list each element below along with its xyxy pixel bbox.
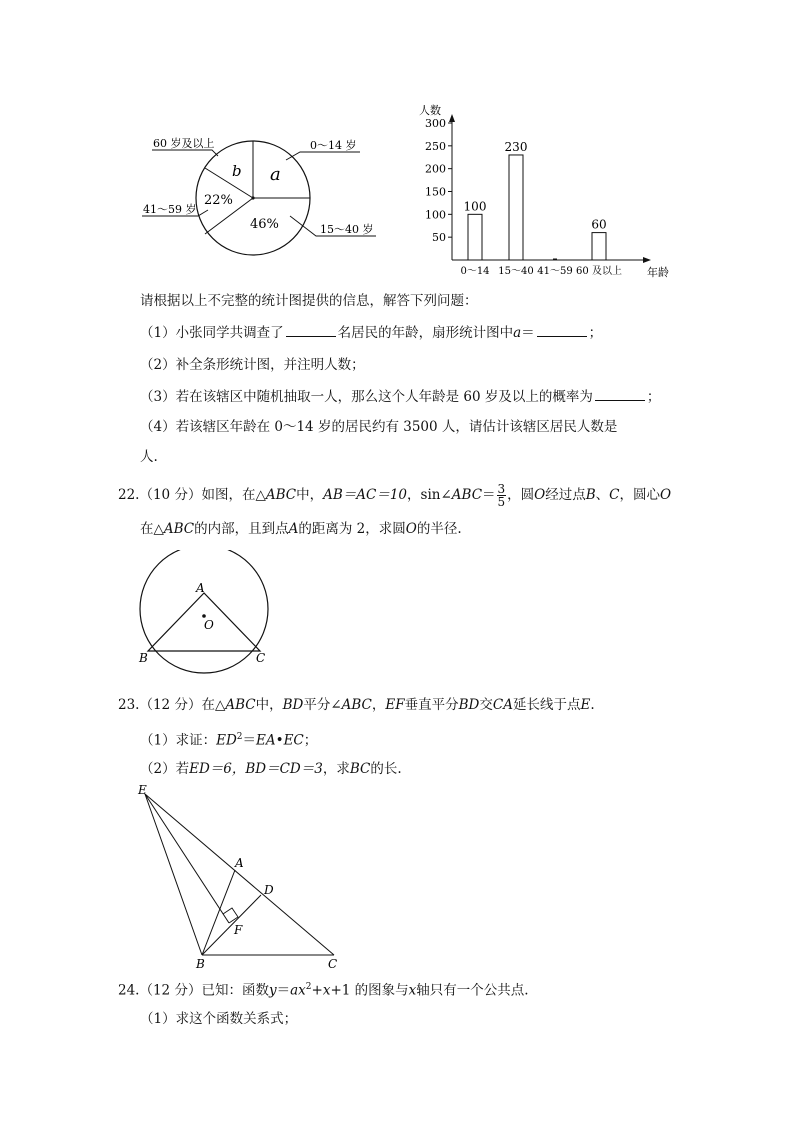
q22-c: C (609, 487, 620, 503)
q23-bd: BD (282, 697, 304, 713)
q22-number: 22.（10 分）如图，在△ (118, 487, 266, 503)
pie-slice-a: a (270, 164, 281, 185)
q24-fn-y: y (268, 982, 277, 999)
bar-data-label-1: 230 (504, 139, 528, 154)
q22-label-a: A (196, 581, 205, 595)
q22-mid1: 中， (296, 487, 324, 503)
bar-ytick-label-250: 250 (425, 139, 446, 153)
bar-ytick-label-50: 50 (432, 231, 446, 245)
q23-label-f: F (234, 923, 243, 937)
q23-seg-ab (202, 870, 235, 955)
q23-ca: CA (492, 697, 513, 713)
q23-p1-sup: 2 (236, 732, 243, 742)
q21-part2: （2）补全条形统计图，并注明人数； (140, 357, 365, 373)
bar-category-label-2: 41～59 (537, 266, 573, 277)
bar-3 (592, 233, 606, 260)
q22-mid3: ，圆 (507, 487, 535, 503)
q22-sep: 、 (595, 487, 610, 503)
q22-fraction (497, 483, 507, 508)
q23-end: . (590, 697, 595, 713)
q23-mid1: 中， (255, 697, 283, 713)
q22-l2-d: 的半径. (416, 521, 462, 537)
q24-fn-end: 轴只有一个公共点. (416, 982, 529, 999)
q23-mid2: 平分∠ (303, 697, 342, 713)
q21-p1-eq: ＝ (521, 325, 535, 341)
q23-p2-c: 的长. (370, 761, 402, 777)
q23-mid4: 垂直平分 (404, 697, 459, 713)
q23-label-a: A (235, 856, 244, 870)
q24-fn-rest: +1 的图象与 (330, 982, 409, 999)
q23-p1-expr2: EA•EC (256, 732, 304, 749)
q22-label-c: C (256, 651, 266, 665)
pie-pct-41-59: 22% (204, 193, 233, 208)
q21-part4-line1: （4）若该辖区年龄在 0～14 岁的居民约有 3500 人，请估计该辖区居民人数是 (140, 419, 618, 435)
q21-blank-prob[interactable] (595, 388, 645, 401)
q23-p1-c: ； (303, 732, 318, 749)
pie-pct-15-40: 46% (250, 217, 279, 232)
q22-eq: ＝ (482, 487, 496, 503)
bar-x-arrow (643, 257, 651, 263)
q23-mid3: ， (371, 697, 386, 713)
q22-cond: AB＝AC＝10 (323, 487, 408, 503)
bar-ytick-label-200: 200 (425, 162, 446, 176)
q21-p1-text-a: （1）小张同学共调查了 (140, 325, 284, 341)
bar-ytick-label-300: 300 (425, 117, 446, 130)
bar-ylabel: 人数 (419, 104, 441, 117)
q21-p3-end: ； (646, 389, 661, 405)
q24-fn-ax: ax (290, 982, 306, 999)
q23-p1-expr: ED (216, 732, 237, 749)
q23-label-e: E (138, 783, 147, 797)
q21-p1-var: a (513, 325, 522, 341)
q23-line1 (118, 696, 595, 714)
q23-p2-a: （2）若 (140, 761, 190, 777)
q23-p2-expr: ED＝6，BD＝CD＝3 (189, 761, 323, 777)
q22-abc: ABC (265, 487, 297, 503)
q22-figure (130, 550, 280, 675)
bar-0 (468, 214, 482, 260)
q24-part1: （1）求这个函数关系式； (140, 1011, 298, 1027)
q22-o: O (534, 487, 546, 503)
q23-number: 23.（12 分）在△ (118, 697, 226, 713)
q22-label-o: O (204, 618, 214, 632)
q21-p3-text: （3）若在该辖区中随机抽取一人，那么这个人年龄是 60 岁及以上的概率为 (140, 389, 593, 405)
q21-part3 (140, 388, 660, 406)
bar-yticks (425, 117, 452, 244)
q23-seg-ef (145, 794, 229, 923)
bar-chart (415, 100, 680, 280)
q22-frac-num: 3 (497, 482, 506, 496)
pie-slice-b: b (232, 162, 242, 180)
q21-p1-end: ； (588, 325, 603, 341)
q21-blank-a[interactable] (537, 324, 587, 337)
pie-chart (140, 128, 385, 263)
q22-l2-o: O (405, 521, 417, 537)
q21-p1-text-b: 名居民的年龄，扇形统计图中 (337, 325, 514, 341)
q23-part2 (140, 760, 402, 778)
q24-fn-xaxis: x (408, 982, 417, 999)
q23-p1-a: （1）求证： (140, 732, 217, 749)
q23-mid6: 延长线于点 (512, 697, 581, 713)
bar-bars (464, 140, 607, 260)
q22-abc-2: ABC (451, 487, 483, 503)
q22-circle (140, 550, 268, 673)
q22-l2-a: 在△ (140, 521, 164, 537)
pie-center (251, 196, 254, 199)
bar-xlabel: 年龄 (647, 266, 669, 279)
q21-intro: 请根据以上不完整的统计图提供的信息，解答下列问题： (140, 293, 478, 309)
q24-fn-plus: + (311, 982, 323, 999)
bar-category-label-1: 15～40 (498, 266, 534, 277)
bar-category-label-0: 0～14 (460, 266, 490, 277)
q23-figure (130, 782, 350, 972)
bar-ytick-label-100: 100 (425, 208, 446, 222)
q23-p1-b: ＝ (242, 732, 257, 749)
q22-mid4: 经过点 (545, 487, 586, 503)
q23-p2-bc: BC (349, 761, 371, 777)
q23-p2-b: ，求 (322, 761, 350, 777)
q22-l2-b: 的内部，且到点 (194, 521, 289, 537)
bar-category-label-3: 60 及以上 (576, 266, 622, 277)
bar-data-label-3: 60 (591, 217, 607, 232)
q23-ef: EF (385, 697, 405, 713)
q23-mid5: 交 (479, 697, 493, 713)
q21-blank-total[interactable] (286, 324, 336, 337)
q22-l2-c: 的距离为 2，求圆 (298, 521, 406, 537)
q23-label-d: D (264, 883, 274, 897)
q22-l2-abc: ABC (163, 521, 195, 537)
bar-data-label-0: 100 (463, 199, 487, 214)
q23-e: E (580, 697, 591, 713)
q23-bd-2: BD (458, 697, 480, 713)
q21-part1 (140, 324, 602, 342)
bar-y-arrow (449, 114, 455, 122)
q22-line2 (140, 520, 462, 538)
pie-label-0-14: 0～14 岁 (310, 139, 357, 152)
q22-mid2: ，sin∠ (407, 487, 452, 503)
q24-number: 24.（12 分）已知：函数 (118, 982, 269, 999)
q24-fn-eq: ＝ (276, 982, 291, 999)
pie-label-15-40: 15～40 岁 (320, 223, 374, 236)
bar-1 (509, 155, 523, 260)
pie-label-41-59: 41～59 岁 (143, 203, 197, 216)
q24-line1 (118, 978, 529, 1000)
q24-fn-x: x (322, 982, 331, 999)
q24-fn-sup: 2 (305, 982, 312, 992)
leader-0-14 (286, 152, 360, 160)
q23-part1 (140, 728, 317, 750)
q23-abc-2: ABC (341, 697, 372, 713)
q22-mid5: ，圆心 (619, 487, 661, 503)
bar-ytick-label-150: 150 (425, 185, 446, 199)
pie-label-60-plus: 60 岁及以上 (153, 137, 215, 150)
q22-o-2: O (660, 487, 672, 503)
bar-categories (460, 264, 622, 277)
q23-label-b: B (196, 957, 205, 971)
q23-seg-bd (202, 895, 261, 955)
q22-l2-a-pt: A (288, 521, 299, 537)
q23-label-c: C (328, 957, 338, 971)
q21-part4-line2: 人. (140, 449, 158, 465)
q22-label-b: B (139, 651, 148, 665)
q22-b: B (585, 487, 596, 503)
q23-abc: ABC (225, 697, 256, 713)
q22-line1 (118, 480, 671, 510)
leader-60-plus (152, 150, 218, 156)
q22-frac-den: 5 (497, 495, 506, 509)
